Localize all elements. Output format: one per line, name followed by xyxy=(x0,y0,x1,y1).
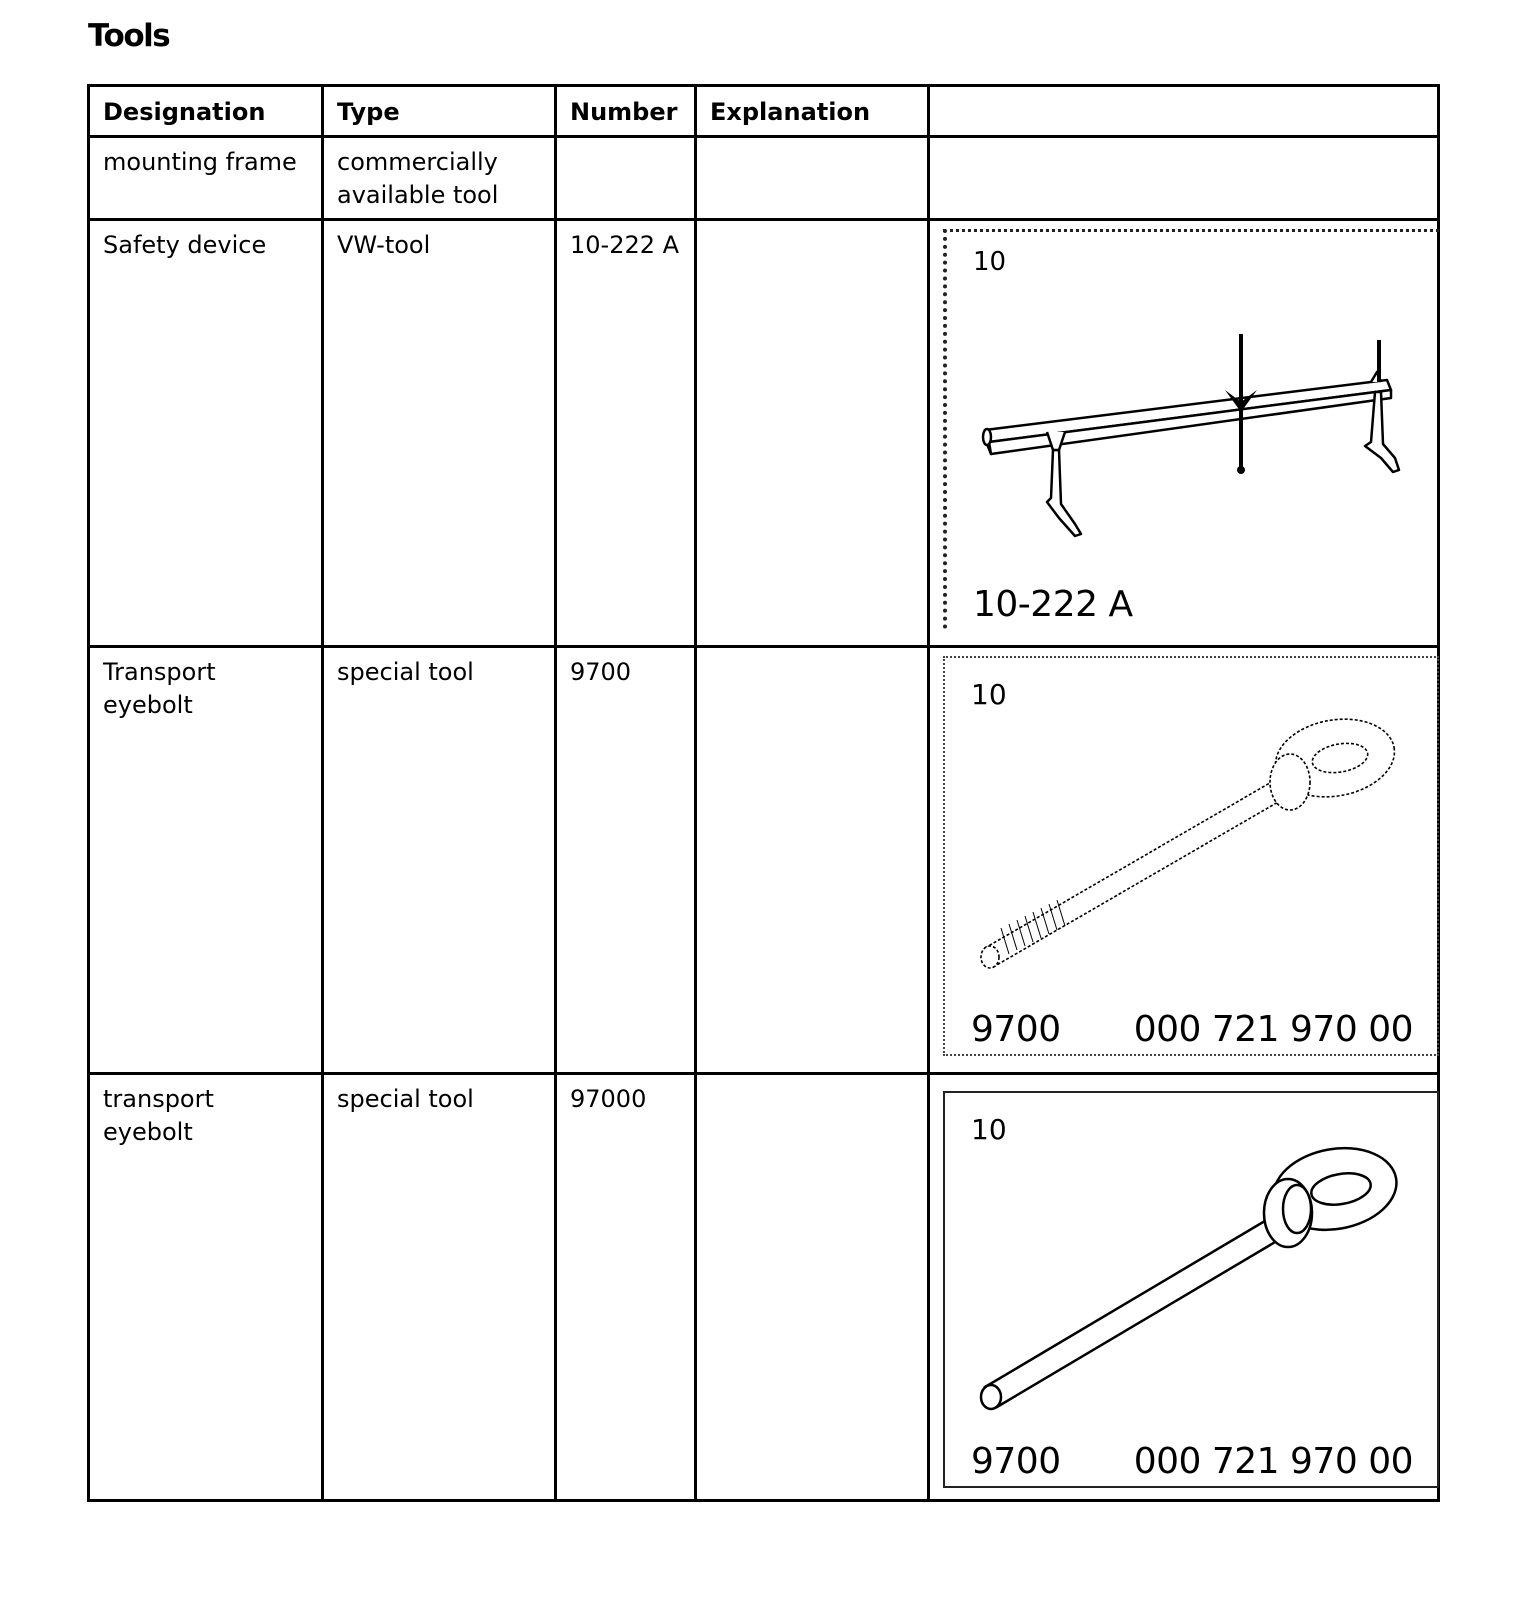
figure-safety-device xyxy=(943,229,1439,629)
table-header-row xyxy=(89,86,1439,137)
tools-table xyxy=(87,84,1440,1502)
cell-designation: transport eyebolt xyxy=(89,1074,323,1501)
table-row xyxy=(89,137,1439,220)
cell-explanation xyxy=(696,1074,929,1501)
cell-figure xyxy=(929,137,1439,220)
figure-part-number: 000 721 970 00 xyxy=(1133,1009,1413,1050)
cell-figure xyxy=(929,647,1439,1074)
figure-eyebolt xyxy=(943,1091,1439,1488)
cell-explanation xyxy=(696,220,929,647)
header-figure xyxy=(929,86,1439,137)
figure-index: 10 xyxy=(971,1113,1007,1146)
cell-explanation xyxy=(696,647,929,1074)
eyebolt-icon xyxy=(945,1093,1437,1485)
table-row xyxy=(89,220,1439,647)
header-explanation: Explanation xyxy=(696,86,929,137)
eyebolt-icon xyxy=(945,658,1437,1054)
cell-type: VW-tool xyxy=(323,220,556,647)
cell-type: commercially available tool xyxy=(323,137,556,220)
cell-figure xyxy=(929,1074,1439,1501)
figure-code: 9700 xyxy=(971,1009,1061,1050)
figure-part-number: 000 721 970 00 xyxy=(1133,1441,1413,1482)
table-row xyxy=(89,647,1439,1074)
page-title: Tools xyxy=(88,18,170,54)
cell-explanation xyxy=(696,137,929,220)
cell-designation: mounting frame xyxy=(89,137,323,220)
cell-number: 10-222 A xyxy=(556,220,696,647)
cell-number: 9700 xyxy=(556,647,696,1074)
table-row xyxy=(89,1074,1439,1501)
header-designation: Designation xyxy=(89,86,323,137)
figure-index: 10 xyxy=(973,247,1007,277)
cell-figure xyxy=(929,220,1439,647)
safety-device-icon xyxy=(947,232,1437,628)
cell-designation: Transport eyebolt xyxy=(89,647,323,1074)
figure-code: 9700 xyxy=(971,1441,1061,1482)
cell-number: 97000 xyxy=(556,1074,696,1501)
cell-type: special tool xyxy=(323,1074,556,1501)
figure-code: 10-222 A xyxy=(973,584,1133,625)
header-number: Number xyxy=(556,86,696,137)
cell-number xyxy=(556,137,696,220)
figure-eyebolt xyxy=(943,656,1439,1056)
header-type: Type xyxy=(323,86,556,137)
cell-designation: Safety device xyxy=(89,220,323,647)
figure-index: 10 xyxy=(971,678,1007,711)
cell-type: special tool xyxy=(323,647,556,1074)
